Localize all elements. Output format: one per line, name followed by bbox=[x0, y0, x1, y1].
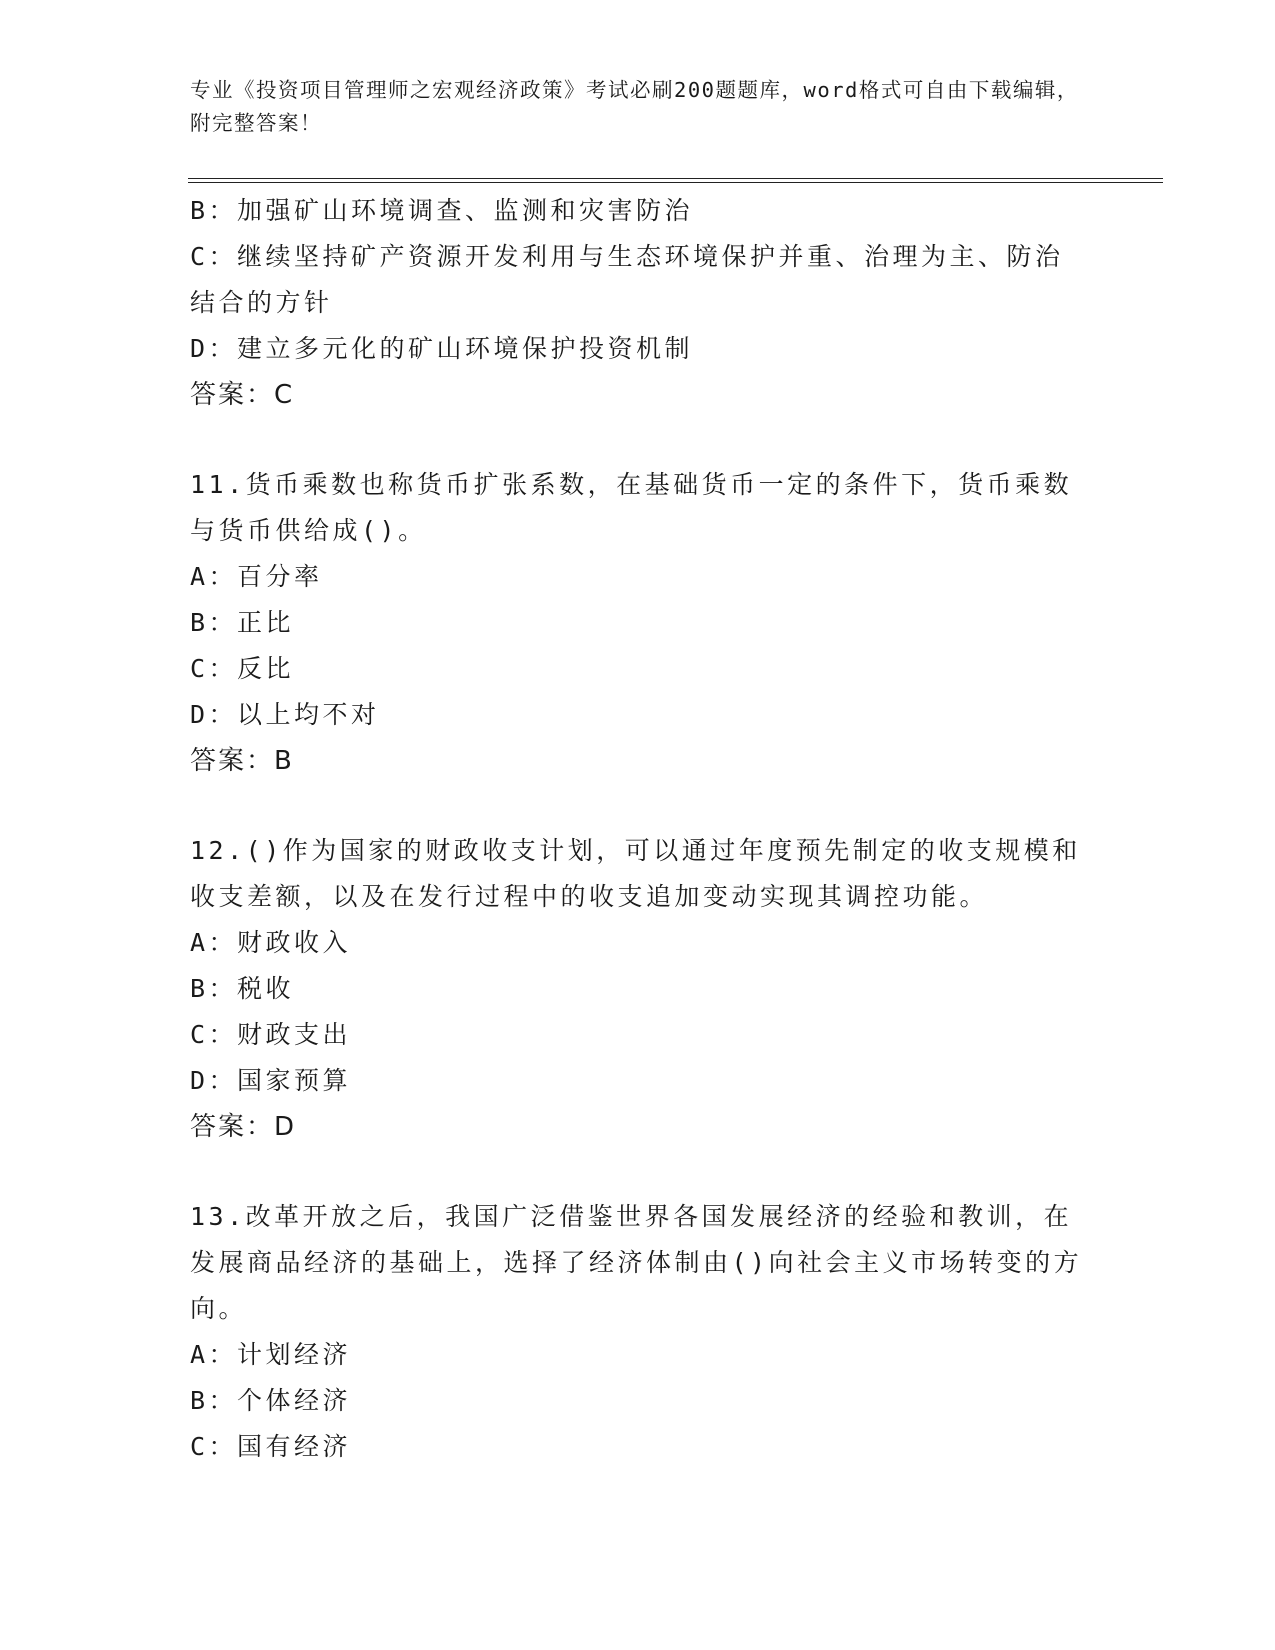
question-13 bbox=[190, 1194, 1090, 1470]
option-d: D：国家预算 bbox=[190, 1066, 352, 1095]
question-11 bbox=[190, 462, 1090, 784]
option-b: B：个体经济 bbox=[190, 1386, 352, 1415]
spacer bbox=[190, 418, 1090, 462]
option-c: C：财政支出 bbox=[190, 1020, 352, 1049]
question-text: 11.货币乘数也称货币扩张系数，在基础货币一定的条件下，货币乘数与货币供给成()。 bbox=[190, 470, 1073, 545]
option-a: A：百分率 bbox=[190, 562, 323, 591]
option-d: D：以上均不对 bbox=[190, 700, 380, 729]
spacer bbox=[190, 1150, 1090, 1194]
continued-question bbox=[190, 188, 1090, 418]
spacer bbox=[190, 784, 1090, 828]
answer-line: 答案：D bbox=[190, 1112, 297, 1142]
option-d: D：建立多元化的矿山环境保护投资机制 bbox=[190, 334, 694, 363]
document-body bbox=[190, 188, 1090, 1470]
option-a: A：计划经济 bbox=[190, 1340, 352, 1369]
answer-line: 答案：C bbox=[190, 380, 295, 410]
option-b: B：加强矿山环境调查、监测和灾害防治 bbox=[190, 196, 694, 225]
header-rule-bottom bbox=[188, 182, 1163, 183]
question-text: 13.改革开放之后，我国广泛借鉴世界各国发展经济的经验和教训，在发展商品经济的基础上，选择了经济体制由()向社会主义市场转变的方向。 bbox=[190, 1202, 1083, 1323]
question-12 bbox=[190, 828, 1090, 1150]
option-c: C：国有经济 bbox=[190, 1432, 352, 1461]
option-c: C：反比 bbox=[190, 654, 295, 683]
answer-line: 答案：B bbox=[190, 746, 294, 776]
document-header: 专业《投资项目管理师之宏观经济政策》考试必刷200题题库，word格式可自由下载编辑，附完整答案！ bbox=[190, 78, 1079, 135]
option-c: C：继续坚持矿产资源开发利用与生态环境保护并重、治理为主、防治结合的方针 bbox=[190, 242, 1064, 317]
option-b: B：正比 bbox=[190, 608, 295, 637]
header-rule-top bbox=[188, 178, 1163, 179]
option-b: B：税收 bbox=[190, 974, 295, 1003]
option-a: A：财政收入 bbox=[190, 928, 352, 957]
question-text: 12.()作为国家的财政收支计划，可以通过年度预先制定的收支规模和收支差额，以及在发行过程中的收支追加变动实现其调控功能。 bbox=[190, 836, 1081, 911]
